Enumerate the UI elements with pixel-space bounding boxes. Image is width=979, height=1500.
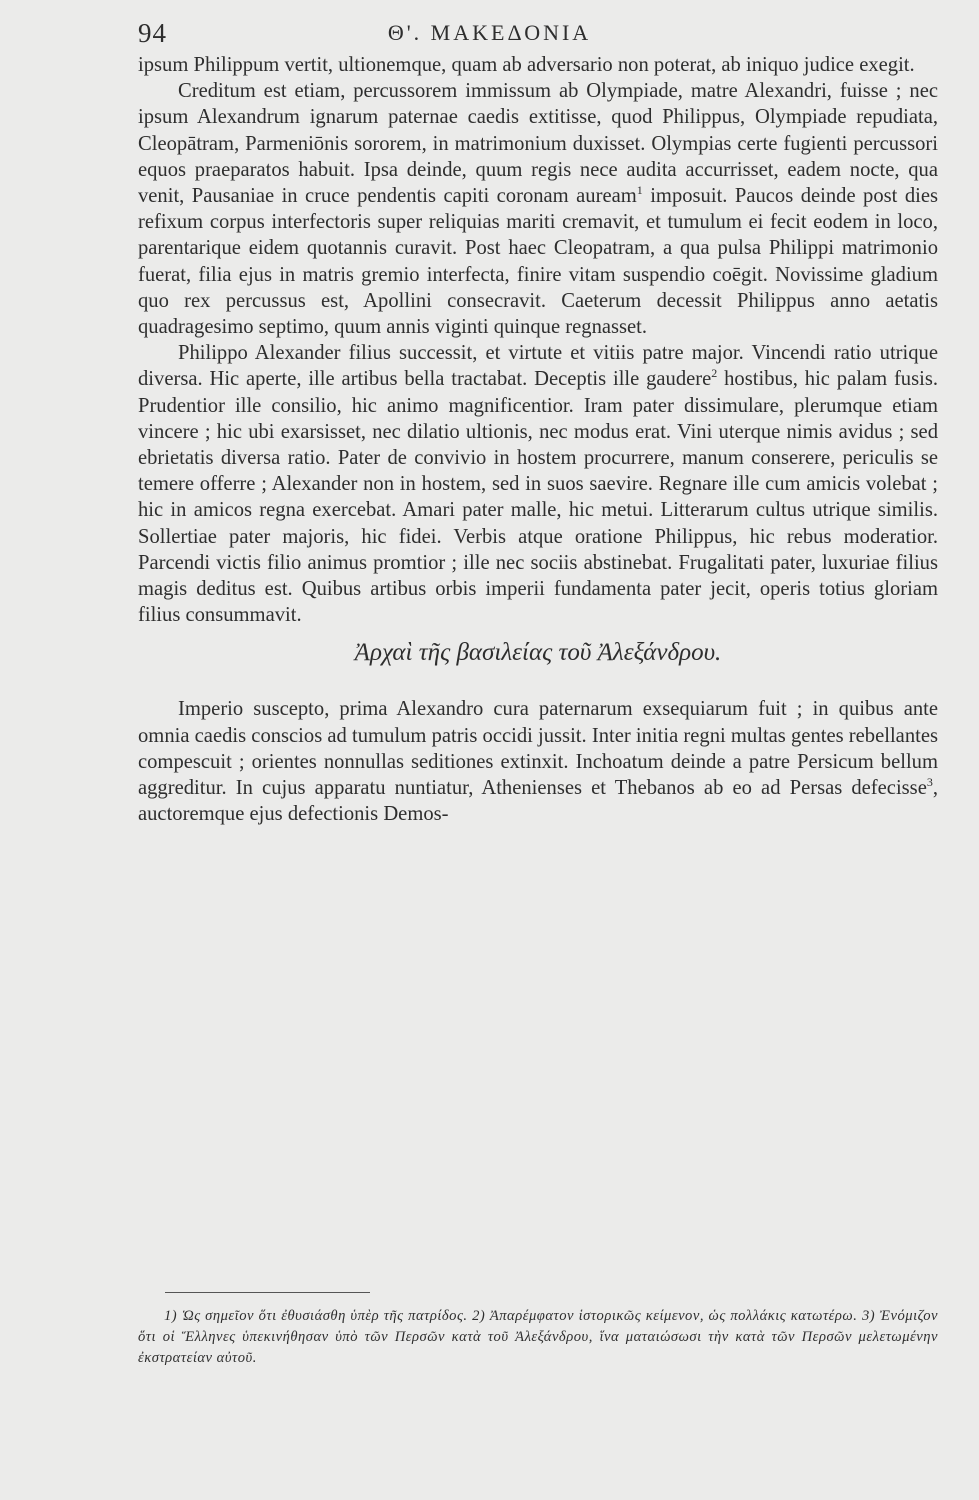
paragraph-4-text-end: , auctoremque ejus defectionis Demos-: [138, 777, 938, 826]
footnote-ref-3: 3: [926, 775, 933, 790]
running-title: Θ'. ΜΑΚΕΔΟΝΙΑ: [387, 20, 592, 45]
paragraph-1: ipsum Philippum vertit, ultionemque, quam ab adversario non poterat, ab iniquo judice exegit.: [138, 54, 915, 76]
paragraph-4-text: Imperio suscepto, prima Alexandro cura paternarum exsequiarum fuit ; in quibus ante omnia caedis conscios ad tumulum patris occidi jussit. Inter initia regni multas gentes rebellantes compescuit ; orientes nonnullas seditiones extinxit. Inchoatum deinde a patre Persicum bellum aggreditur. In cujus apparatu nuntiatur, Athenienses et Thebanos ab eo ad Persas defecisse: [138, 698, 938, 800]
section-heading: Ἀρχαὶ τῆς βασιλείας τοῦ Ἀλεξάνδρου.: [354, 639, 722, 667]
footnote-divider: [165, 1292, 370, 1293]
footnote-text: 1) Ὡς σημεῖον ὅτι ἐθυσιάσθη ὑπὲρ τῆς πατρίδος. 2) Ἀπαρέμφατον ἱστορικῶς κείμενον, ὡς πολλάκις κατωτέρω. 3) Ἐνόμιζον ὅτι οἱ Ἕλληνες ὑπεκινήθησαν ὑπὸ τῶν Περσῶν κατὰ τοῦ Ἀλεξάνδρου, ἵνα ματαιώσωσι τὴν κατὰ τῶν Περσῶν μελετωμένην ἐκστρατείαν αὐτοῦ.: [138, 1308, 938, 1366]
paragraph-2: [138, 78, 938, 340]
body-text: [138, 52, 938, 827]
paragraph-4: [138, 696, 938, 827]
paragraph-2-text-end: imposuit. Paucos deinde post dies refixum corpus interfectoris super reliquias mariti cremavit, et tumulum ei fecit eodem in loco, parentarique eidem quotannis curavit. Post haec Cleopatram, a qua pulsa Philippi matrimonio fuerat, filia ejus in matris gremio interfecta, finire vitam suspendio coēgit. Novissime gladium quo rex percussus est, Apollini consecravit. Caeterum decessit Philippus anno aetatis quadragesimo septimo, quum annis viginti quinque regnasset.: [138, 185, 938, 339]
paragraph-3: [138, 340, 938, 628]
footnote-ref-1: 1: [636, 183, 643, 198]
page-number: 94: [138, 18, 167, 48]
paragraph-3-text: Philippo Alexander filius successit, et virtute et vitiis patre major. Vincendi ratio utrique diversa. Hic aperte, ille artibus bella tractabat. Deceptis ille gaudere: [138, 342, 938, 391]
paragraph-3-text-end: hostibus, hic palam fusis. Prudentior ille consilio, hic animo magnificentior. Iram pater dissimulare, plerumque etiam vincere ; hic ubi exarsisset, nec dilatio ultionis, nec modus erat. Vini uterque nimis avidus ; sed ebrietatis diversa ratio. Pater de convivio in hostem procurrere, manum conserere, periculis se temere offerre ; Alexander non in hostem, sed in suos saevire. Regnare ille cum amicis volebat ; hic in amicos regna exercebat. Amari pater malle, hic metui. Litterarum cultus utrique similis. Sollertiae pater majoris, hic fidei. Verbis atque oratione Philippus, hic rebus moderatior. Parcendi victis filio animus promtior ; ille nec sociis abstinebat. Frugalitati pater, luxuriae filius magis deditus est. Quibus artibus orbis imperii fundamenta pater jecit, operis totius gloriam filius consummavit.: [138, 368, 938, 627]
running-head: [0, 18, 979, 52]
paragraph-2-text: Creditum est etiam, percussorem immissum ab Olympiade, matre Alexandri, fuisse ; nec ipsum Alexandrum ignarum paternae caedis extitisse, quod Philippus, Olympiade repudiata, Cleopātram, Parmeniōnis sororem, in matrimonium duxisset. Olympias certe fugienti percussori equos praeparatos habuit. Ipsa deinde, quum regis nece audita accurrisset, eadem nocte, qua venit, Pausaniae in cruce pendentis capiti coronam auream: [138, 80, 938, 208]
footnote-ref-2: 2: [711, 366, 718, 381]
footnotes: [138, 1306, 938, 1369]
